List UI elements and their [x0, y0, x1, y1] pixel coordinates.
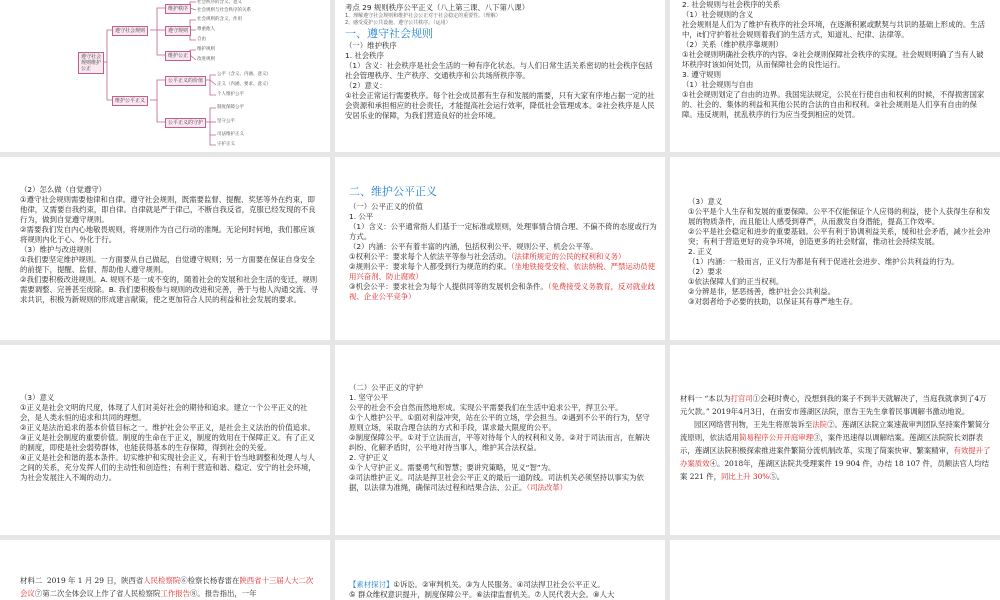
slide-thumbnail-5[interactable]: [670, 157, 1000, 340]
mindmap-leaf: 自由: [197, 37, 206, 42]
mindmap-leaf: 个人维护公平: [217, 92, 244, 97]
paragraph: 1. 坚守公平: [349, 393, 388, 402]
slide-thumbnail-3[interactable]: [0, 157, 330, 340]
slide-thumbnail-7[interactable]: [335, 345, 665, 535]
material-paragraph: 材料一 “本以为打官司①会耗时费心，没想到我的案子不到半天就解决了，当庭我就拿到了4万元欠款。” 2019年4月3日，在南安市莲湖区法院，原告王先生拿着民事调解书激动地说。: [680, 394, 987, 416]
mindmap-leaf: 改进规则: [197, 57, 215, 62]
mindmap-leaf: 社会规则的含义、作用: [197, 17, 242, 22]
section-title: 二、维护公平正义: [349, 185, 437, 198]
paragraph: ④正义是社会和谐的基本条件。切实维护和实现社会正义，有利于恰当地调整和处理人与人之间的关系，充分发挥人们的主动性和创造性；有利于营造和谐、稳定、安宁的社会环境，为社会发展注入不竭的动力。: [20, 453, 316, 482]
mindmap-leaf: 尊重他人: [197, 27, 215, 32]
paragraph: ①依法保障人们的正当权利。: [688, 277, 784, 286]
paragraph: ②正义是法治追求的基本价值目标之一。维护社会公平正义，是社会主义法治的价值追求。: [20, 423, 315, 432]
paragraph: ①正义是社会文明的尺度，体现了人们对美好社会的期待和追求。建立一个公平正义的社会，是人类永恒的追求和共同的理想。: [20, 403, 308, 422]
paragraph: ①社会正常运行需要秩序。每个社会成员都有生存和发展的需要，只有大家有序地占据一定的社会资源和承担相应的社会责任，才能提高社会运行效率，降低社会管理成本。②社会秩序是人民安居乐业的保障，为我们营造良好的社会环境。: [345, 91, 655, 120]
slide-thumbnail-10[interactable]: [335, 540, 665, 600]
slide-thumbnail-mindmap[interactable]: [0, 0, 330, 152]
slide-thumbnail-9[interactable]: [0, 540, 330, 600]
mindmap-leaf: 正义（内涵、要求、意义）: [217, 82, 271, 87]
mindmap-node: 遵守规则: [165, 26, 191, 36]
subsection: （一）维护秩序: [345, 41, 397, 50]
paragraph: ①个人维护公平。①面对利益冲突，站在公平的立场，学会担当。②遇到不公平的行为，坚守原则立场，采取合理合法的方式和手段，谋求最大限度的公平。: [349, 413, 650, 432]
answer-paragraph: ⑤ 群众维权意识提升，制度保障公平。⑥法律监督机关。⑦人民代表大会。⑧人大: [349, 590, 615, 599]
mindmap-leaf: 司法维护正义: [217, 132, 244, 137]
paragraph: 2. 正义: [688, 247, 713, 256]
paragraph: （1）社会规则与自由: [682, 80, 754, 89]
paragraph: （2）怎么做（自觉遵守）: [20, 185, 107, 194]
paragraph: ①社会规则明确社会秩序的内容。②社会规则保障社会秩序的实现。社会规则明确了当有人破坏秩序时该如何处罚，从而保障社会的良性运行。: [682, 50, 984, 69]
mindmap-node: 维护秩序: [165, 4, 191, 14]
material-paragraph: 园区网络营刊物，王先生将原装诉至法院②。莲湖区法院立案速裁审判团队坚持案件繁简分流原则，依法适用简易程序公开开庭审理③，案件迅速得以调解结案。莲湖区法院院长刘群表示，莲湖区法院积极探索推进案件繁简分流机制改革，实现了简案快审、繁案精审，有效提升了办案质效④。2018年，莲湖区法院共受理案件 19 904 件，办结 18 107 件，员额法官人均结案 221 件，同比上升 30%⑤。: [680, 420, 991, 481]
paragraph: 2. 社会规则与社会秩序的关系: [682, 0, 781, 9]
paragraph: （3）意义: [688, 197, 723, 206]
paragraph: （2）内涵：公平有着丰富的内涵，包括权利公平、规则公平、机会公平等。: [349, 242, 598, 251]
paragraph: ②规则公平：要求每个人都受到行为规范的约束。（坐地铁接受安检、依法纳税、严禁运动员使用兴奋剂、防止腐败）: [349, 262, 655, 281]
subsection: （一）公平正义的价值: [349, 202, 423, 211]
slide-thumbnail-8[interactable]: [670, 345, 1000, 535]
paragraph: ①权利公平：要求每个人依法平等参与社会活动。（法律所规定的公民的权利和义务）: [349, 252, 626, 261]
mindmap-leaf: 社会秩序的含义、意义: [197, 0, 242, 5]
mindmap-leaf: 公平（含义、内涵、意义）: [217, 72, 271, 77]
paragraph: （2）意义：: [345, 81, 387, 90]
mindmap-leaf: 制度保障公平: [217, 105, 244, 110]
slide-thumbnail-1[interactable]: [335, 0, 665, 152]
paragraph: ①公平是个人生存和发展的重要保障。公平不仅能保证个人应得的利益，使个人获得生存和发展的物质条件，而且能让人感受到尊严，从而激发自身潜能，提高工作效率。: [688, 207, 991, 226]
mindmap-leaf: 坚守公平: [217, 119, 235, 124]
paragraph: ①遵守社会规则需要他律和自律。遵守社会规则，既需要监督、提醒、奖惩等外在约束，即他律，又需要自我约束，即自律。自律就是严于律己，不断自我反省，克服已经发现的不良行为，做到自觉遵守规则。: [20, 195, 316, 224]
mindmap-leaf: 守护正义: [217, 142, 235, 147]
mindmap-node: 维护公正: [165, 51, 191, 61]
paragraph: （1）社会规则的含义: [682, 10, 754, 19]
paragraph: 2. 守护正义: [349, 453, 388, 462]
paragraph: ②需要我们发自内心地敬畏规则，将规则作为自己行动的准绳。无论何时何地，我们都应该将规则内化于心、外化于行。: [20, 225, 315, 244]
slide-thumbnail-4[interactable]: [335, 157, 665, 340]
paragraph: （1）含义：公平通常指人们基于一定标准或原则，处理事情合情合理、不偏不倚的态度或行为方式。: [349, 222, 657, 241]
paragraph: （3）意义: [20, 393, 55, 402]
mindmap-leaf: 维护规则: [197, 47, 215, 52]
mindmap-root: 遵守社会 规则维护 公正: [78, 52, 104, 74]
paragraph: ①社会规则划定了自由的边界。我国宪法规定，公民在行使自由和权利的时候，不得损害国家的、社会的、集体的利益和其他公民的合法的自由和权利。②社会规则是人们享有自由的保障。违反规则，扰乱秩序的行为应当受到相应的处罚。: [682, 90, 985, 119]
answer-paragraph: 【素材探讨】①诉讼。②审判机关。③为人民服务。④司法捍卫社会公平正义。: [349, 580, 605, 589]
mindmap-node: 公平正义的守护: [165, 118, 206, 128]
paragraph: ③对弱者给予必要的扶助，以保证其有尊严地生存。: [688, 297, 858, 306]
paragraph: ②司法维护正义。司法是捍卫社会公平正义的最后一道防线。司法机关必须坚持以事实为依据，以法律为准绳，确保司法过程和结果合法、公正。（司法改革）: [349, 473, 644, 492]
paragraph: （1）含义：社会秩序是社会生活的一种有序化状态。与人们日常生活关系密切的社会秩序包括社会管理秩序、生产秩序、交通秩序和公共场所秩序等。: [345, 61, 653, 80]
slide-thumbnail-11[interactable]: [670, 540, 1000, 600]
paragraph: ①个人守护正义。需要勇气和智慧；要讲究策略，见义“智”为。: [349, 463, 556, 472]
paragraph: （1）内涵：一般而言，正义行为都是有利于促进社会进步、维护公共利益的行为。: [688, 257, 959, 266]
section-title: 一、遵守社会规则: [345, 27, 433, 40]
mindmap-leaf: 社会规则与社会秩序的关系: [197, 8, 251, 13]
requirement-line: 1、理解遵守社会规则和维护社会公正对于社会稳定的重要性。（理解）: [345, 13, 501, 19]
paragraph: ③正义是社会制度的重要价值。制度的生命在于正义，制度的效用在于保障正义。有了正义的制度，即使是社会弱势群体，也能获得基本的生存保障，得到社会的关爱。: [20, 433, 315, 452]
paragraph: ②公平是社会稳定和进步的重要基础。公平有利于协调利益关系，缓和社会矛盾，减少社会冲突；有利于营造更好的竞争环境，创造更多的社会财富，推动社会持续发展。: [688, 227, 991, 246]
paragraph: ②分辨是非，惩恶扬善，维护社会公共利益。: [688, 287, 836, 296]
paragraph: ②制度保障公平。①对于立法而言，平等对待每个人的权利和义务。②对于司法而言，在解决纠纷、化解矛盾时，公平地对待当事人，维护其合法权益。: [349, 433, 650, 452]
requirement-line: 2、感受爱护公共设施、遵守公共秩序。（运用）: [345, 20, 451, 26]
paragraph: ②我们要积极改进规则。A. 规则不是一成不变的，随着社会的发展和社会生活的变迁，规则需要调整、完善甚至废除。B. 我们要积极参与规则的改进和完善，善于与他人沟通交流、寻求共识，积极为新规则的形成建言献策，使之更加符合人民的利益和社会发展的要求。: [20, 275, 319, 304]
paragraph: （二）公平正义的守护: [349, 383, 423, 392]
paragraph: （3）维护与改进规则: [20, 245, 92, 254]
mindmap-node: 公平正义的价值: [165, 76, 206, 86]
paragraph: （2）要求: [688, 267, 723, 276]
paragraph: ③机会公平：要求社会为每个人提供同等的发展机会和条件。（免费接受义务教育，反对就业歧视、企业公平竞争）: [349, 282, 655, 301]
paragraph: 3. 遵守规则: [682, 70, 721, 79]
subsection: 1. 公平: [349, 212, 374, 221]
paragraph: 社会规则是人们为了维护有秩序的社会环境，在逐渐积累或默契与共识的基础上形成的。生活中，it们守护着社会规则着我们的生活方式，知道礼、纪律、法律等。: [682, 20, 986, 39]
paragraph: ①我们要坚定维护规则。一方面要从自己做起，自觉遵守规则；另一方面要在保证自身安全的前提下，提醒、监督、帮助他人遵守规则。: [20, 255, 315, 274]
material-paragraph: 材料二 2019 年 1 月 29 日，陕西省人民检察院⑥检察长杨春雷在陕西省十三届人大二次会议⑦第二次全体会议上作了省人民检察院工作报告⑧。报告指出，一年: [20, 576, 314, 598]
slide-thumbnail-2[interactable]: [670, 0, 1000, 152]
paragraph: （2）关系（维护秩序靠规则）: [682, 40, 783, 49]
paragraph: 公平的社会不会自然而然地形成。实现公平需要我们在生活中追求公平，捍卫公平。: [349, 403, 623, 412]
slide-thumbnail-6[interactable]: [0, 345, 330, 535]
slide-heading: 考点 29 规则秩序公平正义（八上第三课、八下第八课）: [345, 3, 530, 12]
subsection: 1. 社会秩序: [345, 51, 384, 60]
mindmap-branch-justice: 维护公平正义: [112, 96, 148, 106]
mindmap-branch-rules: 遵守社会规则: [112, 26, 148, 36]
